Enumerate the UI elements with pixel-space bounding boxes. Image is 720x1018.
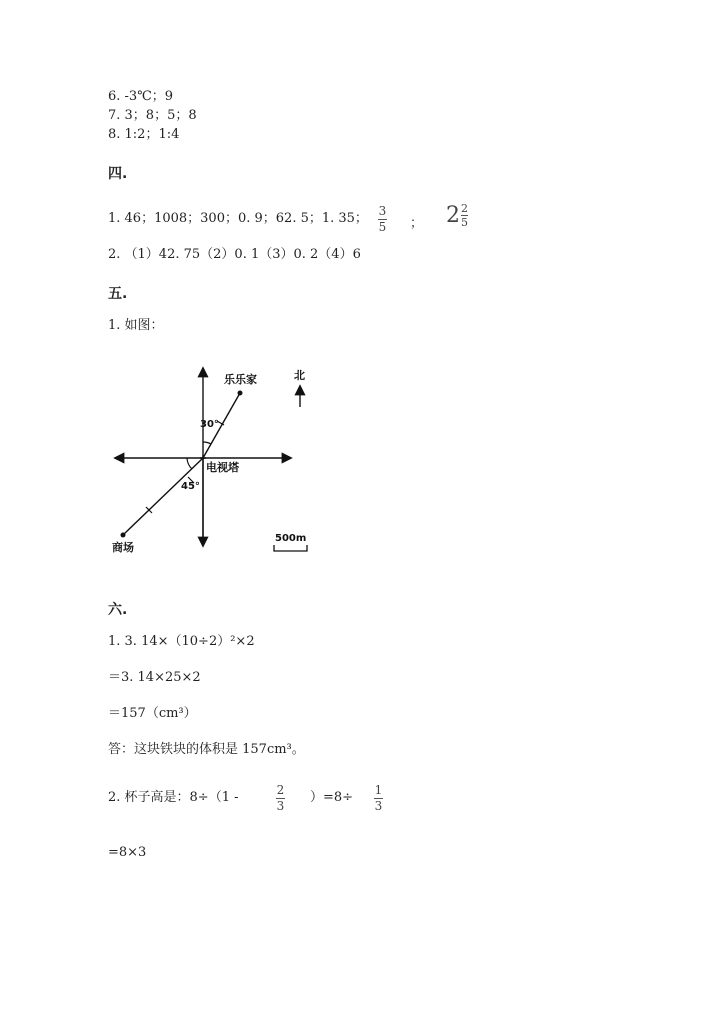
answer-line-6: 6. -3℃；9: [108, 89, 174, 104]
section-6-line-1: 1. 3. 14×（10÷2）²×2: [108, 634, 255, 649]
section-6-line-3: ＝157（cm³）: [108, 706, 197, 721]
label-mall: 商场: [112, 541, 134, 554]
mixed-whole: 2: [446, 203, 460, 228]
section-4-q1-text: 1. 46；1008；300；0. 9；62. 5；1. 35；: [108, 211, 368, 226]
section-4-heading: 四.: [108, 166, 128, 182]
angle-arc-45: [187, 458, 192, 469]
section-5-q1-text: 1. 如图：: [108, 318, 164, 333]
fraction-numerator: 2: [276, 783, 285, 797]
label-tv-tower: 电视塔: [206, 461, 239, 474]
section-4-q1-mixed-number: [446, 203, 468, 228]
section-6-q2-middle: ）=8÷: [310, 790, 354, 805]
line-to-mall: [123, 458, 203, 535]
section-4-q1-separator: ；: [410, 216, 424, 231]
mall-point: [121, 533, 126, 538]
section-4-q1-fraction: [378, 205, 387, 234]
section-6-q2-fraction-2: [374, 784, 383, 813]
fraction-denominator: 5: [378, 220, 387, 234]
section-4-q2-text: 2. （1）42. 75（2）0. 1（3）0. 2（4）6: [108, 247, 361, 262]
section-5-heading: 五.: [108, 286, 128, 302]
section-6-answer: 答：这块铁块的体积是 157cm³。: [108, 742, 305, 757]
fraction-numerator: 3: [378, 204, 387, 218]
label-lele-home: 乐乐家: [224, 373, 257, 386]
label-45-degrees: 45°: [181, 481, 200, 492]
lele-home-point: [238, 391, 243, 396]
fraction-denominator: 3: [374, 799, 383, 813]
label-north: 北: [294, 369, 305, 382]
section-6-q2-fraction-1: [276, 784, 285, 813]
mixed-denominator: 5: [461, 216, 468, 229]
mixed-numerator: 2: [461, 202, 468, 215]
answer-line-8: 8. 1:2；1:4: [108, 127, 180, 142]
fraction-denominator: 3: [276, 799, 285, 813]
section-6-heading: 六.: [108, 602, 128, 618]
label-scale: 500m: [275, 533, 307, 544]
mixed-fraction: [461, 203, 468, 228]
answer-line-7: 7. 3；8；5；8: [108, 108, 197, 123]
section-6-last-line: =8×3: [108, 845, 147, 860]
label-30-degrees: 30°: [200, 419, 219, 430]
section-6-line-2: ＝3. 14×25×2: [108, 670, 201, 685]
section-6-q2-prefix: 2. 杯子高是：8÷（1 -: [108, 790, 239, 805]
direction-diagram: [100, 355, 340, 570]
fraction-numerator: 1: [374, 783, 383, 797]
scale-bar: [274, 545, 307, 551]
angle-arc-30: [203, 442, 211, 444]
